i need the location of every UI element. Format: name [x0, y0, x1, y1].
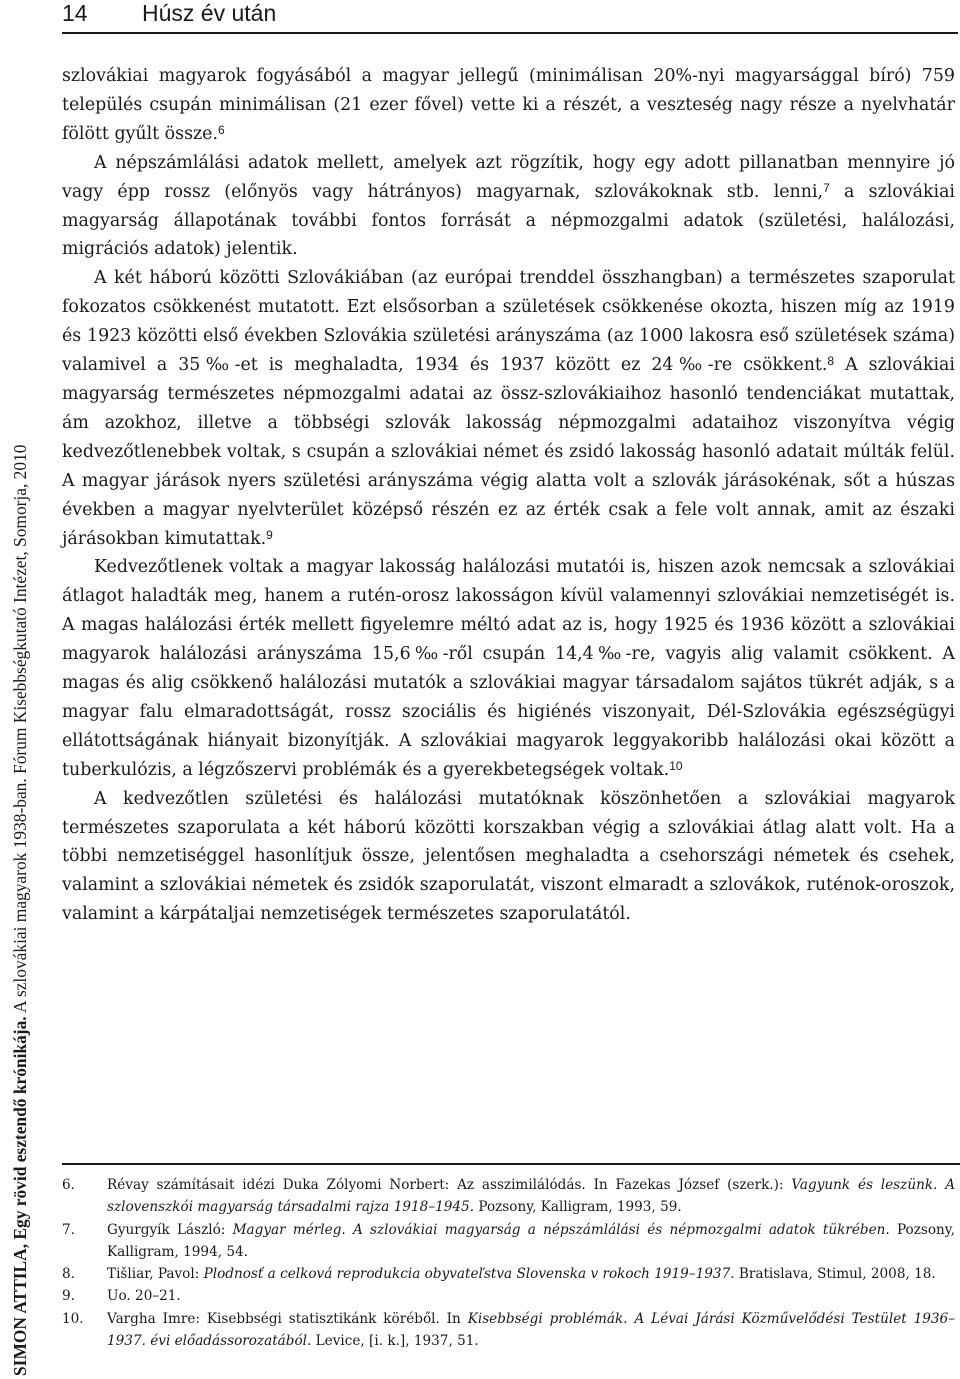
footnote-9	[62, 1285, 955, 1307]
footnote-text-part: Vargha Imre: Kisebbségi statisztikánk köréből. In	[107, 1310, 468, 1327]
side-credit	[10, 445, 30, 1376]
footnote-text-part: Pozsony, Kalligram, 1993, 59.	[474, 1199, 682, 1216]
footnote-text	[107, 1263, 955, 1285]
footnote-7	[62, 1219, 955, 1264]
footnote-text	[107, 1308, 955, 1353]
footnote-ref-6[interactable]: 6	[217, 122, 225, 137]
footnote-text-part: Uo. 20–21.	[107, 1288, 181, 1305]
paragraph-1-text: szlovákiai magyarok fogyásából a magyar jellegű (minimálisan 20%-nyi magyarsággal bíró) 759 település csupán minimálisan (21 ezer fővel) vette ki a részét, a veszteség nagy része a nyelvhatár fölött gyűlt össze.	[62, 66, 955, 144]
footnote-ref-9[interactable]: 9	[266, 527, 273, 542]
paragraph-5	[62, 785, 955, 930]
footnote-title-italic: Vagyunk és leszünk. A szlovenszkói magyarság társadalmi rajza 1918–1945.	[107, 1177, 956, 1216]
header-rule	[62, 32, 958, 34]
footnote-number: 7.	[62, 1221, 75, 1238]
running-title: Húsz év után	[142, 0, 277, 26]
footnote-rule	[62, 1163, 960, 1165]
paragraph-1	[62, 62, 955, 149]
footnote-text	[107, 1285, 955, 1307]
paragraph-4	[62, 553, 955, 784]
footnote-text-part: Levice, [i. k.], 1937, 51.	[311, 1333, 479, 1350]
footnote-10	[62, 1308, 955, 1353]
paragraph-3	[62, 264, 955, 553]
footnote-ref-8[interactable]: 8	[827, 354, 835, 369]
footnote-number: 10.	[62, 1310, 84, 1327]
footnote-number: 6.	[62, 1177, 75, 1193]
footnote-text	[107, 1174, 955, 1219]
footnote-number: 8.	[62, 1266, 75, 1283]
paragraph-2-text-a: A népszámlálási adatok mellett, amelyek azt rögzítik, hogy egy adott pillanatban mennyire jó vagy épp rossz (előnyös vagy hátrányos) magyarnak, szlovákoknak stb. lenni,	[62, 152, 955, 202]
paragraph-2-text-b: a szlovákiai magyarság állapotának további fontos forrását a népmozgalmi adatok (születési, halálozási, migrációs adatok) jelentik.	[62, 181, 955, 260]
footnote-text-part: Bratislava, Stimul, 2008, 18.	[734, 1266, 936, 1283]
footnote-text-part: Tišliar, Pavol:	[107, 1266, 204, 1283]
paragraph-3-text-a: A két háború közötti Szlovákiában (az európai trenddel összhangban) a természetes szaporulat fokozatos csökkenést mutatott. Ezt elsősorban a születések csökkenése okozta, hiszen míg az 1919 és 1923 közötti első években Szlovákia születési arányszáma (az 1000 lakosra eső születések száma) valamivel a 35‰-et is meghaladta, 1934 és 1937 között ez 24‰-re csökkent.	[62, 268, 955, 376]
footnote-8	[62, 1263, 955, 1285]
body-text	[62, 62, 955, 929]
paragraph-3-text-b: A szlovákiai magyarság természetes népmozgalmi adatai az össz-szlovákiaihoz hasonló tendenciákat mutattak, ám azokhoz, illetve a többségi szlovák lakosság népmozgalmi adataihoz viszonyítva végig kedvezőtlenebbek voltak, s csupán a szlovákiai német és zsidó lakosság hasonló adatait múlták felül. A magyar járások nyers születési arányszáma végig alatta volt a szlovák járásokénak, sőt a húszas években a magyar nyelvterület középső részén ez az érték csak a fele volt annak, amit az északi járásokban kimutattak.	[62, 355, 955, 549]
footnote-title-italic: Kisebbségi problémák. A Lévai Járási Közművelődési Testület 1936–1937. évi előadássorozatából.	[107, 1310, 955, 1350]
footnote-ref-10[interactable]: 10	[669, 758, 683, 773]
footnote-number: 9.	[62, 1288, 75, 1305]
footnote-6	[62, 1174, 955, 1219]
footnote-title-italic: Magyar mérleg. A szlovákiai magyarság a népszámlálási és népmozgalmi adatok tükrében.	[232, 1221, 890, 1238]
paragraph-4-text: Kedvezőtlenek voltak a magyar lakosság halálozási mutatói is, hiszen azok nemcsak a szlovákiai átlagot haladták meg, hanem a rutén-orosz lakosságon kívül valamennyi szlovákiai nemzetiségét is. A magas halálozási érték mellett figyelemre méltó adat az is, hogy 1925 és 1936 között a szlovákiai magyarok halálozási arányszáma 15,6‰-ről csupán 14,4‰-re, vagyis alig valamit csökkent. A magas és alig csökkenő halálozási mutatók a szlovákiai magyar társadalom sajátos tükrét adják, s a magyar falu elmaradottságát, rossz szociális és higiénés viszonyait, Dél-Szlovákia egészségügyi ellátottságának hiányait bizonyítják. A szlovákiai magyarok leggyakoribb halálozási okai között a tuberkulózis, a légzőszervi problémák és a gyerekbetegségek voltak.	[62, 557, 955, 780]
footnote-text-part: Gyurgyík László:	[107, 1221, 233, 1238]
side-credit-author-title: SIMON ATTILA, Egy rövid esztendő krónikája.	[10, 1016, 30, 1376]
footnotes	[62, 1174, 955, 1352]
footnote-text-part: Révay számításait idézi Duka Zólyomi Norbert: Az asszimilálódás. In Fazekas József (szerk.):	[107, 1177, 792, 1193]
footnote-text-part: Pozsony, Kalligram, 1994, 54.	[107, 1221, 955, 1260]
page-number: 14	[62, 0, 88, 26]
side-credit-publication: A szlovákiai magyarok 1938-ban. Fórum Kisebbségkutató Intézet, Somorja, 2010	[10, 444, 30, 1017]
footnote-text	[107, 1219, 955, 1264]
footnote-title-italic: Plodnosť a celková reprodukcia obyvateľstva Slovenska v rokoch 1919–1937.	[203, 1266, 735, 1283]
paragraph-5-text: A kedvezőtlen születési és halálozási mutatóknak köszönhetően a szlovákiai magyarok természetes szaporulata a két háború közötti korszakban végig a szlovákiai átlag alatt volt. Ha a többi nemzetiséggel hasonlítjuk össze, jelentősen meghaladta a csehországi németek és csehek, valamint a szlovákiai németek és zsidók szaporulatát, viszont elmaradt a szlovákok, ruténok-oroszok, valamint a kárpátaljai nemzetiségek természetes szaporulatától.	[62, 788, 955, 925]
paragraph-2	[62, 149, 955, 265]
footnote-ref-7[interactable]: 7	[823, 180, 830, 195]
